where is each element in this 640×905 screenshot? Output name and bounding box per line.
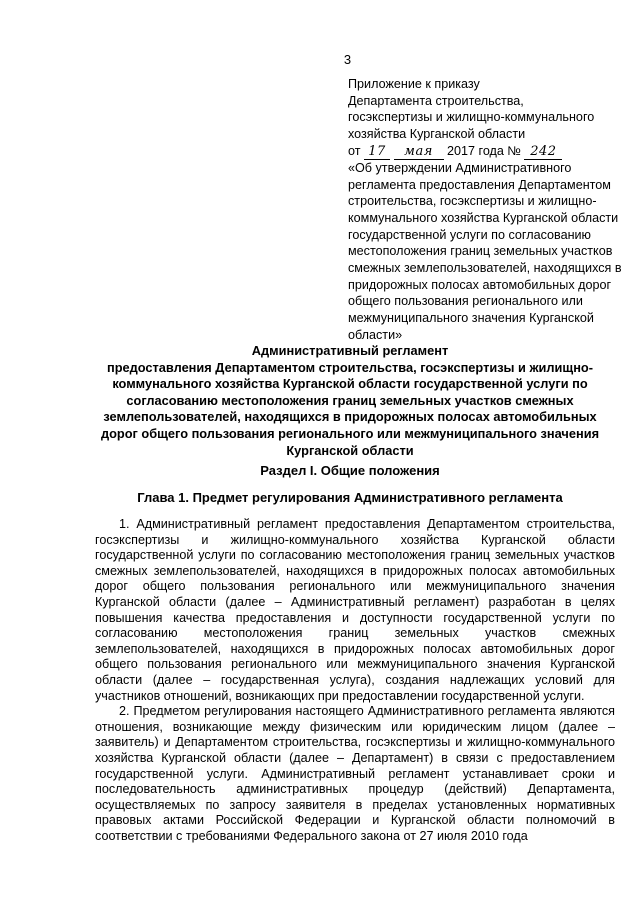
title-main: Административный регламент bbox=[251, 343, 449, 358]
paragraph: 1. Административный регламент предоставления Департаментом строительства, госэкспертизы и жилищно-коммунального хозяйства Курганской области государственной услуги по согласованию местоположения границ земельных участков смежных землепользователей, находящихся в придорожных полосах автомобильных дорог общего пользования регионального или межмуниципального значения Курганской области (далее – Административный регламент) разработан в целях повышения качества предоставления и доступности государственной услуги по согласованию местоположения границ земельных участков смежных землепользователей, находящихся в придорожных полосах автомобильных дорог общего пользования регионального или межмуниципального значения Курганской области (далее – государственная услуга), создания надлежащих условий для участников отношений, возникающих при предоставлении государственной услуги. bbox=[95, 517, 615, 703]
handwritten-order-number: 242 bbox=[524, 145, 562, 160]
date-prefix: от bbox=[348, 143, 361, 158]
body-text bbox=[95, 517, 615, 844]
appendix-block bbox=[348, 76, 623, 344]
paragraph: 2. Предметом регулирования настоящего Административного регламента являются отношения, возникающие между физическим или юридическим лицом (далее – заявитель) и Департаментом строительства, госэкспертизы и жилищно-коммунального хозяйства Курганской области (далее – Департамент) в связи с предоставлением государственной услуги. Административный регламент устанавливает сроки и последовательность административных процедур (действий) Департамента, осуществляемых по запросу заявителя в пределах установленных нормативных правовых актами Российской Федерации и Курганской области полномочий в соответствии с требованиями Федерального закона от 27 июля 2010 года bbox=[95, 704, 615, 843]
appendix-line: Приложение к приказу bbox=[348, 77, 480, 91]
handwritten-day: 17 bbox=[364, 145, 390, 160]
date-year: 2017 года № bbox=[447, 143, 521, 158]
appendix-line: хозяйства Курганской области bbox=[348, 127, 526, 142]
chapter-title: Глава 1. Предмет регулирования Административного регламента bbox=[137, 490, 563, 505]
appendix-line: госэкспертизы и жилищно-коммунального bbox=[348, 110, 595, 125]
handwritten-month: мая bbox=[394, 145, 444, 160]
title-subtitle: предоставления Департаментом строительства, госэкспертизы и жилищно-коммунального хозяйства Курганской области государственной услуги по согласованию местоположения границ земельных участков смежных землепользователей, находящихся в придорожных полосах автомобильных дорог общего пользования регионального или межмуниципального значения Курганской области bbox=[100, 359, 600, 458]
document-title bbox=[90, 343, 610, 459]
appendix-date-line bbox=[348, 143, 623, 160]
appendix-subject: «Об утверждении Административного регламента предоставления Департаментом строительства, госэкспертизы и жилищно-коммунального хозяйства Курганской области государственной услуги по согласованию местоположения границ земельных участков смежных землепользователей, находящихся в придорожных полосах автомобильных дорог общего пользования регионального или межмуниципального значения Курганской области» bbox=[348, 160, 622, 342]
section-title: Раздел I. Общие положения bbox=[260, 463, 440, 478]
appendix-line: Департамента строительства, bbox=[348, 93, 524, 108]
page-number: 3 bbox=[343, 52, 352, 67]
